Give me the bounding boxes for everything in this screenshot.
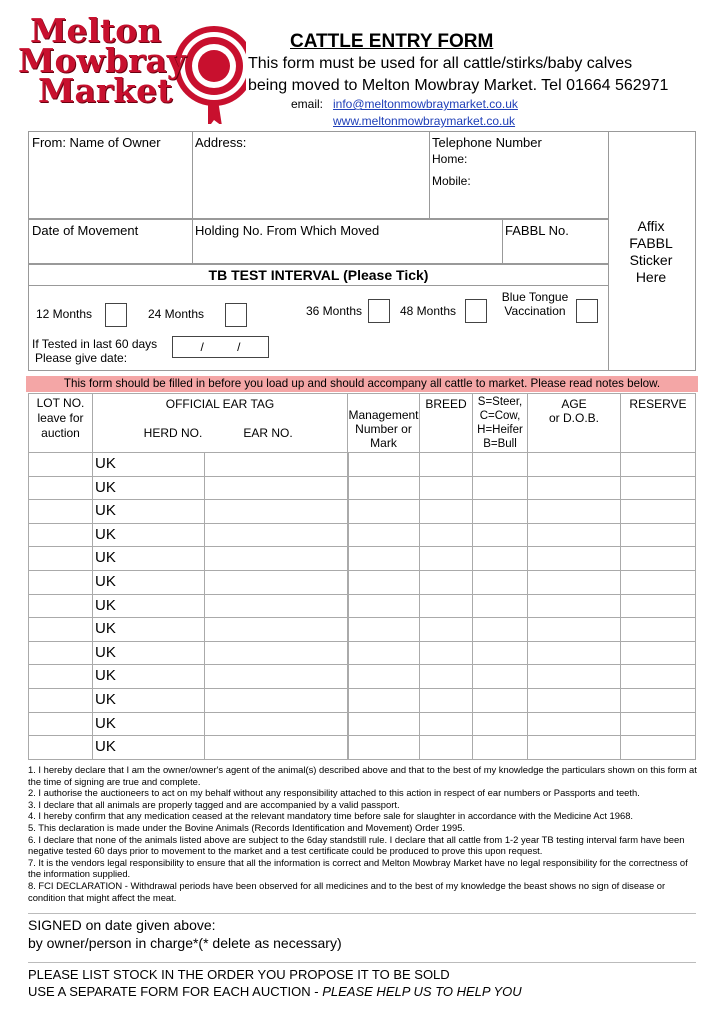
table-cell[interactable] [419,570,473,595]
blue-tongue-label: Blue Tongue Vaccination [501,290,569,318]
table-cell[interactable] [472,546,528,571]
uk-prefix: UK [95,643,116,661]
table-row [28,641,696,666]
table-cell[interactable] [527,570,621,595]
tb-36-months-checkbox[interactable] [368,299,390,323]
sticker-label: Affix FABBL Sticker Here [629,218,673,285]
table-cell[interactable] [419,641,473,666]
table-cell[interactable] [527,594,621,619]
uk-prefix: UK [95,549,116,567]
table-row [28,452,696,477]
tested-label: If Tested in last 60 days Please give date: [32,337,158,365]
table-row [28,712,696,737]
uk-prefix: UK [95,738,116,756]
divider [28,913,696,914]
table-cell[interactable] [347,594,420,619]
table-cell[interactable] [620,476,696,501]
tb-12-months-label: 12 Months [36,307,93,321]
signed-line-2: by owner/person in charge*(* delete as necessary) [28,935,342,951]
logo [18,11,246,124]
declaration-3: 3. I declare that all animals are properly tagged and are accompanied by a valid passport. [28,798,400,810]
table-cell[interactable] [28,546,93,571]
table-row [28,688,696,713]
table-cell[interactable] [527,641,621,666]
tb-24-months-label: 24 Months [148,307,205,321]
table-row [28,617,696,642]
table-cell[interactable] [204,523,349,548]
table-cell[interactable] [347,570,420,595]
table-cell[interactable] [347,712,420,737]
table-cell[interactable] [204,452,349,477]
table-cell[interactable] [620,641,696,666]
table-cell[interactable] [620,688,696,713]
footer-line-1: PLEASE LIST STOCK IN THE ORDER YOU PROPOSE IT TO BE SOLD [28,967,450,982]
header-lot: LOT NO. leave for auction [36,396,85,440]
home-label: Home: [432,152,468,166]
table-cell[interactable] [527,546,621,571]
table-cell[interactable] [527,499,621,524]
blue-tongue-checkbox[interactable] [576,299,598,323]
footer-line-2-emphasis: PLEASE HELP US TO HELP YOU [322,984,522,999]
table-cell[interactable] [28,617,93,642]
header-breed: BREED [425,397,467,411]
table-cell[interactable] [527,735,621,760]
header-official-ear-tag: OFFICIAL EAR TAG [165,397,275,411]
declaration-7: 7. It is the vendors legal responsibility to ensure that all the information is correct and Melton Mowbray Market have no legal responsibility for the correctness of the information supplied. [28,856,688,880]
table-cell[interactable] [419,664,473,689]
table-cell[interactable] [204,641,349,666]
table-cell[interactable] [347,476,420,501]
uk-prefix: UK [95,691,116,708]
tb-48-months-checkbox[interactable] [465,299,487,323]
subtitle-line-1: This form must be used for all cattle/stirks/baby calves [248,55,633,72]
tb-12-months-checkbox[interactable] [105,303,127,327]
table-cell[interactable] [620,452,696,477]
logo-text: Melton Mowbray Market [18,11,186,110]
notice-banner: This form should be filled in before you load up and should accompany all cattle to market. Please read notes below. [26,376,698,392]
table-cell[interactable] [28,570,93,595]
table-cell[interactable] [347,523,420,548]
tb-title: TB TEST INTERVAL (Please Tick) [208,267,429,283]
table-cell[interactable] [347,546,420,571]
declaration-5: 5. This declaration is made under the Bovine Animals (Records Identification and Movement) Order 1995. [28,821,466,833]
table-cell[interactable] [347,688,420,713]
tb-48-months-label: 48 Months [400,304,457,318]
divider [28,962,696,963]
uk-prefix: UK [95,573,116,590]
declaration-2: 2. I authorise the auctioneers to act on my behalf without any responsibility attached to this action in respect of ear numbers or Passports and teeth. [28,787,640,799]
table-cell[interactable] [28,735,93,760]
uk-prefix: UK [95,525,116,543]
table-cell[interactable] [620,570,696,595]
holding-number-label: Holding No. From Which Moved [195,223,380,238]
entry-table [28,393,696,759]
table-cell[interactable] [472,476,528,501]
uk-prefix: UK [95,667,116,685]
table-cell[interactable] [472,664,528,689]
tb-24-months-checkbox[interactable] [225,303,247,327]
table-cell[interactable] [419,594,473,619]
table-cell[interactable] [527,617,621,642]
table-cell[interactable] [28,712,93,737]
uk-prefix: UK [95,502,116,520]
table-cell[interactable] [527,523,621,548]
header-sex: S=Steer, C=Cow, H=Heifer B=Bull [477,396,523,450]
uk-prefix: UK [95,714,116,732]
fabbl-number-label: FABBL No. [505,223,569,238]
subtitle-line-2: being moved to Melton Mowbray Market. Tel 01664 562971 [248,77,669,94]
table-row [28,476,696,501]
footer-line-2-text: USE A SEPARATE FORM FOR EACH AUCTION - [28,984,323,999]
table-cell[interactable] [620,499,696,524]
table-cell[interactable] [620,712,696,737]
table-cell[interactable] [527,688,621,713]
table-cell[interactable] [419,688,473,713]
owner-name-label: From: Name of Owner [32,135,161,150]
table-row [28,546,696,571]
table-cell[interactable] [472,499,528,524]
table-cell[interactable] [204,664,349,689]
declaration-8: 8. FCI DECLARATION - Withdrawal periods have been observed for all medicines and to the best of my knowledge the beast shows no sign of disease or condition that might affect the meat. [28,879,666,903]
table-cell[interactable] [419,476,473,501]
uk-prefix: UK [95,596,116,614]
table-cell[interactable] [472,641,528,666]
table-cell[interactable] [419,617,473,642]
signed-line-1: SIGNED on date given above: [28,917,216,933]
table-cell[interactable] [347,452,420,477]
table-cell[interactable] [419,546,473,571]
website-link[interactable]: www.meltonmowbraymarket.co.uk [333,114,516,128]
table-cell[interactable] [419,712,473,737]
tested-date-input[interactable] [172,336,269,358]
date-of-movement-label: Date of Movement [32,223,139,238]
header-age: AGE or D.O.B. [548,397,599,425]
table-cell[interactable] [472,452,528,477]
table-cell[interactable] [28,499,93,524]
table-cell[interactable] [28,476,93,501]
declaration-1: 1. I hereby declare that I am the owner/owner's agent of the animal(s) described above and that to the best of my knowledge the particulars shown on this form at the time of signing are true and complete. [28,764,697,787]
uk-prefix: UK [95,478,116,496]
table-row [28,664,696,689]
telephone-label: Telephone Number [432,135,542,150]
header-herd-no: HERD NO. [143,426,203,440]
table-cell[interactable] [347,735,420,760]
table-cell[interactable] [620,523,696,548]
email-label: email: [291,97,324,111]
address-label: Address: [195,135,247,150]
declarations [28,764,698,903]
table-cell[interactable] [419,735,473,760]
uk-prefix: UK [95,455,116,472]
table-cell[interactable] [620,546,696,571]
table-cell[interactable] [347,664,420,689]
header-ear-no: EAR NO. [243,426,293,440]
mobile-label: Mobile: [432,174,471,188]
table-cell[interactable] [472,712,528,737]
table-cell[interactable] [419,523,473,548]
table-cell[interactable] [620,617,696,642]
tb-36-months-label: 36 Months [306,304,363,318]
table-cell[interactable] [472,570,528,595]
table-cell[interactable] [204,735,349,760]
declaration-6: 6. I declare that none of the animals listed above are subject to the 6day standstill rule. I declare that all cattle from 1-2 year TB testing interval farm have been negative tested 60 days prior to movement to the market and a test certificate could be produced to prove this upon request. [28,833,685,857]
table-cell[interactable] [204,688,349,713]
table-cell[interactable] [28,452,93,477]
table-cell[interactable] [419,499,473,524]
table-cell[interactable] [620,735,696,760]
table-row [28,594,696,619]
header-reserve: RESERVE [629,397,687,411]
table-cell[interactable] [527,712,621,737]
table-row [28,499,696,524]
table-cell[interactable] [347,617,420,642]
table-row [28,570,696,595]
table-cell[interactable] [204,499,349,524]
table-cell[interactable] [472,688,528,713]
date-separator: / / [200,340,241,354]
table-cell[interactable] [204,617,349,642]
table-cell[interactable] [204,594,349,619]
table-cell[interactable] [347,641,420,666]
table-cell[interactable] [527,452,621,477]
table-cell[interactable] [472,735,528,760]
table-cell[interactable] [527,664,621,689]
table-cell[interactable] [204,476,349,501]
uk-prefix: UK [95,620,116,638]
table-cell[interactable] [419,452,473,477]
email-link[interactable]: info@meltonmowbraymarket.co.uk [333,97,518,111]
table-cell[interactable] [204,712,349,737]
table-cell[interactable] [204,546,349,571]
table-cell[interactable] [620,594,696,619]
table-cell[interactable] [28,594,93,619]
table-cell[interactable] [347,499,420,524]
table-cell[interactable] [28,641,93,666]
table-row [28,523,696,548]
table-cell[interactable] [472,523,528,548]
table-cell[interactable] [204,570,349,595]
table-cell[interactable] [527,476,621,501]
table-row [28,735,696,760]
page-title: CATTLE ENTRY FORM [290,31,494,52]
table-cell[interactable] [28,664,93,689]
header-management: Management Number or Mark [348,408,419,450]
declaration-4: 4. I hereby confirm that any medication ceased at the relevant mandatory time before sale for slaughter in accordance with the Medicine Act 1968. [28,810,634,822]
table-cell[interactable] [620,664,696,689]
table-cell[interactable] [472,617,528,642]
footer-line-2 [28,984,522,999]
table-cell[interactable] [472,594,528,619]
table-cell[interactable] [28,523,93,548]
table-cell[interactable] [28,688,93,713]
